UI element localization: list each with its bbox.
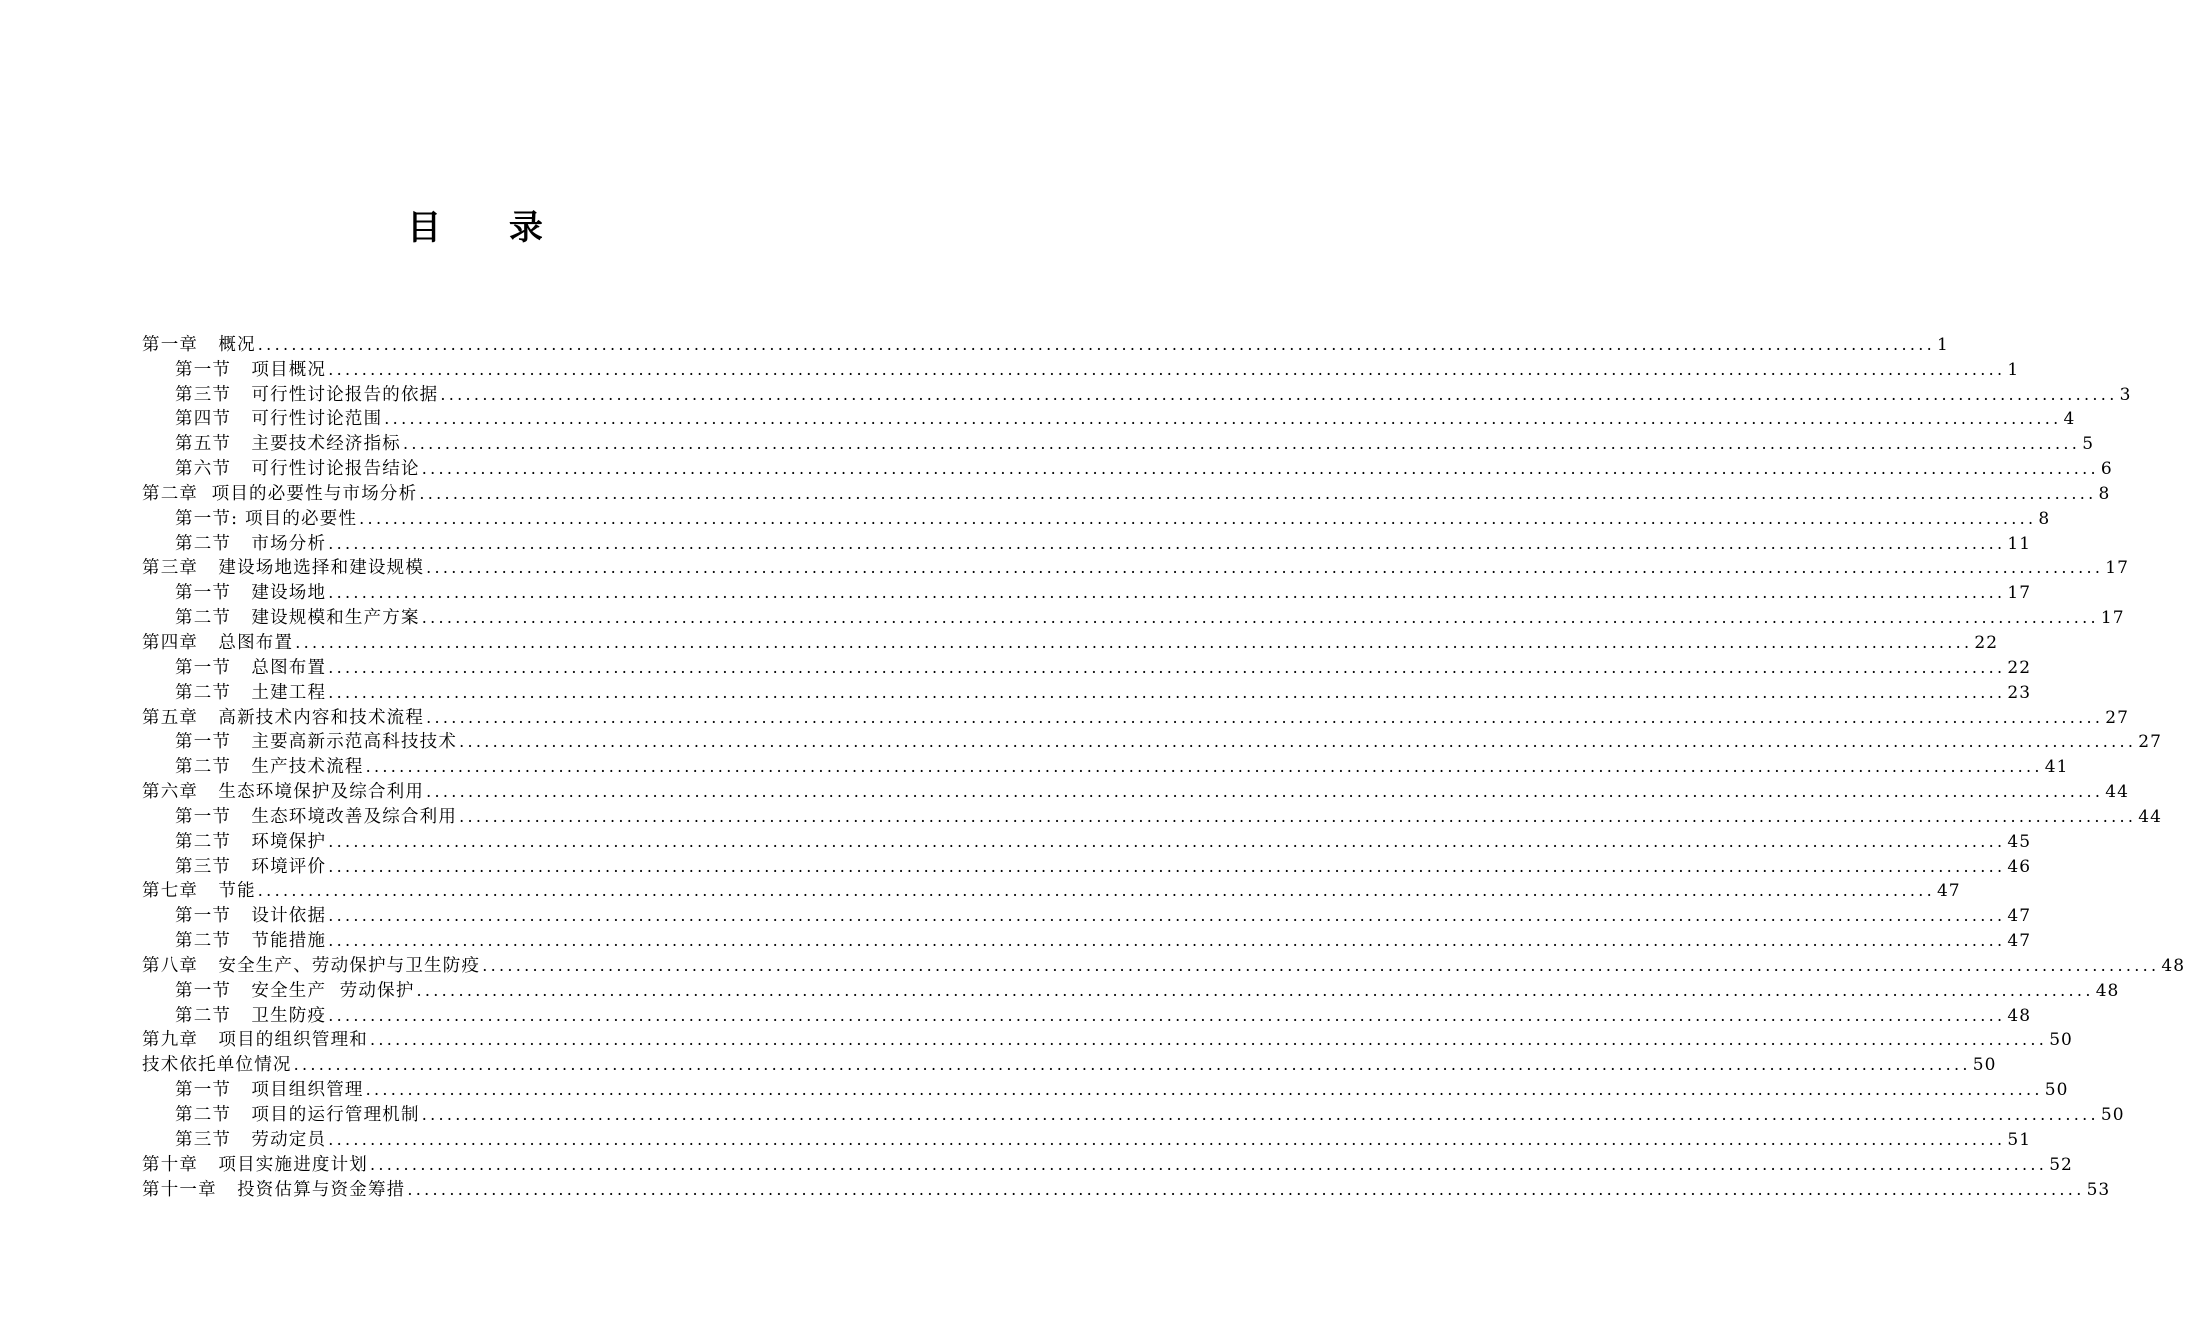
toc-page-number: 45 bbox=[2007, 831, 2032, 852]
toc-entry-title: 第一节 安全生产 劳动保护 bbox=[175, 980, 415, 1001]
toc-entry[interactable] bbox=[142, 829, 2032, 854]
toc-entry-title: 技术依托单位情况 bbox=[142, 1055, 292, 1076]
toc-dot-leader: ........................................................................................................................................................................................................ bbox=[328, 583, 2006, 603]
toc-entry[interactable] bbox=[142, 580, 2032, 605]
toc-page-number: 22 bbox=[1974, 632, 1999, 653]
toc-entry[interactable] bbox=[142, 1177, 2111, 1202]
toc-page-number: 6 bbox=[2100, 459, 2113, 480]
toc-entry-title: 第一节 建设场地 bbox=[175, 583, 327, 604]
toc-dot-leader: ........................................................................................................................................................................................................ bbox=[370, 1030, 2048, 1050]
toc-dot-leader: ........................................................................................................................................................................................................ bbox=[384, 409, 2062, 429]
toc-entry-title: 第六节 可行性讨论报告结论 bbox=[175, 459, 420, 480]
toc-entry[interactable] bbox=[142, 357, 2020, 382]
toc-page-number: 52 bbox=[2049, 1154, 2073, 1175]
toc-dot-leader: ........................................................................................................................................................................................................ bbox=[328, 359, 2006, 379]
toc-page-number: 50 bbox=[2100, 1105, 2125, 1125]
toc-entry-title: 第二章 项目的必要性与市场分析 bbox=[142, 483, 418, 504]
toc-entry-title: 第二节 市场分析 bbox=[175, 533, 327, 554]
toc-entry-title: 第一节 生态环境改善及综合利用 bbox=[175, 806, 458, 827]
toc-page-number: 48 bbox=[2095, 980, 2120, 1001]
toc-entry[interactable] bbox=[142, 779, 2129, 804]
toc-entry[interactable] bbox=[142, 481, 2111, 506]
toc-entry-title: 第八章 安全生产、劳动保护与卫生防疫 bbox=[142, 955, 481, 976]
toc-entry[interactable] bbox=[142, 531, 2032, 556]
toc-entry[interactable] bbox=[142, 1052, 1997, 1077]
toc-entry[interactable] bbox=[142, 1102, 2125, 1127]
toc-entry[interactable] bbox=[142, 332, 1949, 357]
toc-page-number: 44 bbox=[2138, 806, 2162, 827]
toc-entry-title: 第一节 主要高新示范高科技技术 bbox=[175, 732, 458, 753]
toc-page-number: 17 bbox=[2105, 558, 2129, 579]
table-of-contents bbox=[142, 332, 2185, 1202]
toc-dot-leader: ........................................................................................................................................................................................................ bbox=[328, 1129, 2006, 1149]
toc-entry-title: 第一节 项目组织管理 bbox=[175, 1080, 364, 1101]
toc-entry[interactable] bbox=[142, 680, 2032, 705]
toc-dot-leader: ........................................................................................................................................................................................................ bbox=[328, 831, 2006, 851]
toc-entry[interactable] bbox=[142, 754, 2069, 779]
toc-entry-title: 第九章 项目的组织管理和 bbox=[142, 1030, 368, 1051]
toc-entry[interactable] bbox=[142, 804, 2162, 829]
toc-dot-leader: ........................................................................................................................................................................................................ bbox=[257, 334, 1935, 354]
toc-dot-leader: ........................................................................................................................................................................................................ bbox=[365, 757, 2043, 777]
toc-entry[interactable] bbox=[142, 456, 2113, 481]
toc-entry-title: 第二节 项目的运行管理机制 bbox=[175, 1105, 420, 1125]
toc-entry[interactable] bbox=[142, 655, 2032, 680]
toc-page-number: 47 bbox=[2007, 906, 2032, 927]
toc-dot-leader: ........................................................................................................................................................................................................ bbox=[293, 1055, 1971, 1075]
toc-entry[interactable] bbox=[142, 1152, 2073, 1177]
toc-page-number: 23 bbox=[2007, 682, 2032, 703]
toc-entry[interactable] bbox=[142, 1028, 2073, 1053]
toc-entry[interactable] bbox=[142, 1127, 2032, 1152]
toc-entry-title: 第三节 环境评价 bbox=[175, 856, 327, 877]
toc-dot-leader: ........................................................................................................................................................................................................ bbox=[482, 955, 2160, 975]
toc-page-number: 8 bbox=[2038, 508, 2051, 529]
toc-page-number: 27 bbox=[2105, 707, 2129, 728]
toc-entry[interactable] bbox=[142, 431, 2095, 456]
toc-entry-title: 第三节 可行性讨论报告的依据 bbox=[175, 384, 439, 405]
toc-dot-leader: ........................................................................................................................................................................................................ bbox=[421, 459, 2099, 479]
toc-entry-title: 第二节 卫生防疫 bbox=[175, 1005, 327, 1026]
toc-page-number: 46 bbox=[2007, 856, 2032, 877]
toc-dot-leader: ........................................................................................................................................................................................................ bbox=[295, 632, 1973, 652]
toc-page-number: 17 bbox=[2007, 583, 2032, 604]
toc-page-number: 50 bbox=[2044, 1080, 2069, 1101]
toc-page-number: 5 bbox=[2082, 434, 2095, 455]
toc-entry-title: 第七章 节能 bbox=[142, 881, 256, 902]
toc-page-number: 47 bbox=[1936, 881, 1961, 902]
toc-page-number: 3 bbox=[2119, 384, 2132, 405]
toc-entry[interactable] bbox=[142, 1003, 2032, 1028]
toc-dot-leader: ........................................................................................................................................................................................................ bbox=[421, 1105, 2099, 1124]
toc-dot-leader: ........................................................................................................................................................................................................ bbox=[365, 1080, 2043, 1100]
toc-dot-leader: ........................................................................................................................................................................................................ bbox=[328, 533, 2006, 553]
toc-entry-title: 第二节 建设规模和生产方案 bbox=[175, 608, 420, 629]
toc-dot-leader: ........................................................................................................................................................................................................ bbox=[407, 1179, 2085, 1199]
toc-dot-leader: ........................................................................................................................................................................................................ bbox=[416, 980, 2094, 1000]
toc-page-number: 41 bbox=[2044, 757, 2069, 778]
page-title: 目 录 bbox=[407, 208, 571, 248]
toc-entry[interactable] bbox=[142, 953, 2185, 978]
toc-entry-title: 第一节 设计依据 bbox=[175, 906, 327, 927]
toc-dot-leader: ........................................................................................................................................................................................................ bbox=[370, 1154, 2048, 1174]
toc-dot-leader: ........................................................................................................................................................................................................ bbox=[257, 881, 1935, 901]
toc-entry[interactable] bbox=[142, 630, 1999, 655]
toc-entry[interactable] bbox=[142, 605, 2125, 630]
toc-page-number: 44 bbox=[2105, 782, 2129, 803]
toc-entry-title: 第十章 项目实施进度计划 bbox=[142, 1154, 368, 1175]
toc-dot-leader: ........................................................................................................................................................................................................ bbox=[426, 707, 2104, 727]
toc-entry[interactable] bbox=[142, 556, 2129, 581]
toc-page-number: 1 bbox=[2007, 359, 2020, 380]
toc-page-number: 47 bbox=[2007, 931, 2032, 952]
toc-dot-leader: ........................................................................................................................................................................................................ bbox=[359, 508, 2037, 528]
toc-dot-leader: ........................................................................................................................................................................................................ bbox=[426, 782, 2104, 802]
toc-entry-title: 第二节 环境保护 bbox=[175, 831, 327, 852]
toc-page-number: 48 bbox=[2161, 955, 2185, 976]
toc-page-number: 11 bbox=[2007, 533, 2032, 554]
toc-page-number: 22 bbox=[2007, 657, 2032, 678]
toc-entry[interactable] bbox=[142, 928, 2032, 953]
toc-page-number: 53 bbox=[2086, 1179, 2111, 1200]
toc-page-number: 50 bbox=[2049, 1030, 2073, 1051]
toc-page-number: 4 bbox=[2063, 409, 2076, 430]
toc-entry-title: 第五节 主要技术经济指标 bbox=[175, 434, 401, 455]
toc-entry[interactable] bbox=[142, 730, 2162, 755]
toc-page-number: 27 bbox=[2138, 732, 2162, 753]
toc-page-number: 8 bbox=[2098, 483, 2111, 504]
toc-entry-title: 第二节 生产技术流程 bbox=[175, 757, 364, 778]
toc-entry-title: 第一节: 项目的必要性 bbox=[175, 508, 358, 529]
toc-dot-leader: ........................................................................................................................................................................................................ bbox=[403, 434, 2081, 454]
toc-entry[interactable] bbox=[142, 407, 2076, 432]
toc-entry-title: 第一节 总图布置 bbox=[175, 657, 327, 678]
toc-entry[interactable] bbox=[142, 1077, 2069, 1102]
toc-entry[interactable] bbox=[142, 854, 2032, 879]
toc-entry[interactable] bbox=[142, 903, 2032, 928]
toc-entry-title: 第三章 建设场地选择和建设规模 bbox=[142, 558, 425, 579]
toc-dot-leader: ........................................................................................................................................................................................................ bbox=[459, 806, 2137, 826]
toc-entry[interactable] bbox=[142, 879, 1961, 904]
toc-entry-title: 第三节 劳动定员 bbox=[175, 1129, 327, 1150]
toc-page-number: 17 bbox=[2100, 608, 2125, 629]
toc-dot-leader: ........................................................................................................................................................................................................ bbox=[440, 384, 2118, 404]
toc-page-number: 48 bbox=[2007, 1005, 2032, 1026]
toc-page-number: 50 bbox=[1972, 1055, 1997, 1076]
toc-dot-leader: ........................................................................................................................................................................................................ bbox=[459, 732, 2137, 752]
toc-entry[interactable] bbox=[142, 506, 2051, 531]
toc-dot-leader: ........................................................................................................................................................................................................ bbox=[328, 931, 2006, 951]
toc-dot-leader: ........................................................................................................................................................................................................ bbox=[421, 608, 2099, 628]
toc-entry-title: 第六章 生态环境保护及综合利用 bbox=[142, 782, 425, 803]
toc-page-number: 51 bbox=[2007, 1129, 2032, 1150]
toc-entry-title: 第二节 土建工程 bbox=[175, 682, 327, 703]
toc-entry[interactable] bbox=[142, 978, 2120, 1003]
toc-entry-title: 第四章 总图布置 bbox=[142, 632, 294, 653]
toc-dot-leader: ........................................................................................................................................................................................................ bbox=[328, 682, 2006, 702]
toc-entry-title: 第五章 高新技术内容和技术流程 bbox=[142, 707, 425, 728]
toc-entry-title: 第二节 节能措施 bbox=[175, 931, 327, 952]
toc-entry-title: 第十一章 投资估算与资金筹措 bbox=[142, 1179, 406, 1200]
toc-dot-leader: ........................................................................................................................................................................................................ bbox=[328, 657, 2006, 677]
toc-dot-leader: ........................................................................................................................................................................................................ bbox=[426, 558, 2104, 578]
toc-entry[interactable] bbox=[142, 705, 2129, 730]
toc-entry-title: 第四节 可行性讨论范围 bbox=[175, 409, 383, 430]
toc-dot-leader: ........................................................................................................................................................................................................ bbox=[328, 856, 2006, 876]
toc-dot-leader: ........................................................................................................................................................................................................ bbox=[328, 1005, 2006, 1025]
toc-dot-leader: ........................................................................................................................................................................................................ bbox=[328, 906, 2006, 926]
toc-entry-title: 第一节 项目概况 bbox=[175, 359, 327, 380]
toc-page-number: 1 bbox=[1936, 334, 1949, 355]
toc-dot-leader: ........................................................................................................................................................................................................ bbox=[419, 483, 2097, 503]
toc-entry[interactable] bbox=[142, 382, 2132, 407]
toc-entry-title: 第一章 概况 bbox=[142, 334, 256, 355]
